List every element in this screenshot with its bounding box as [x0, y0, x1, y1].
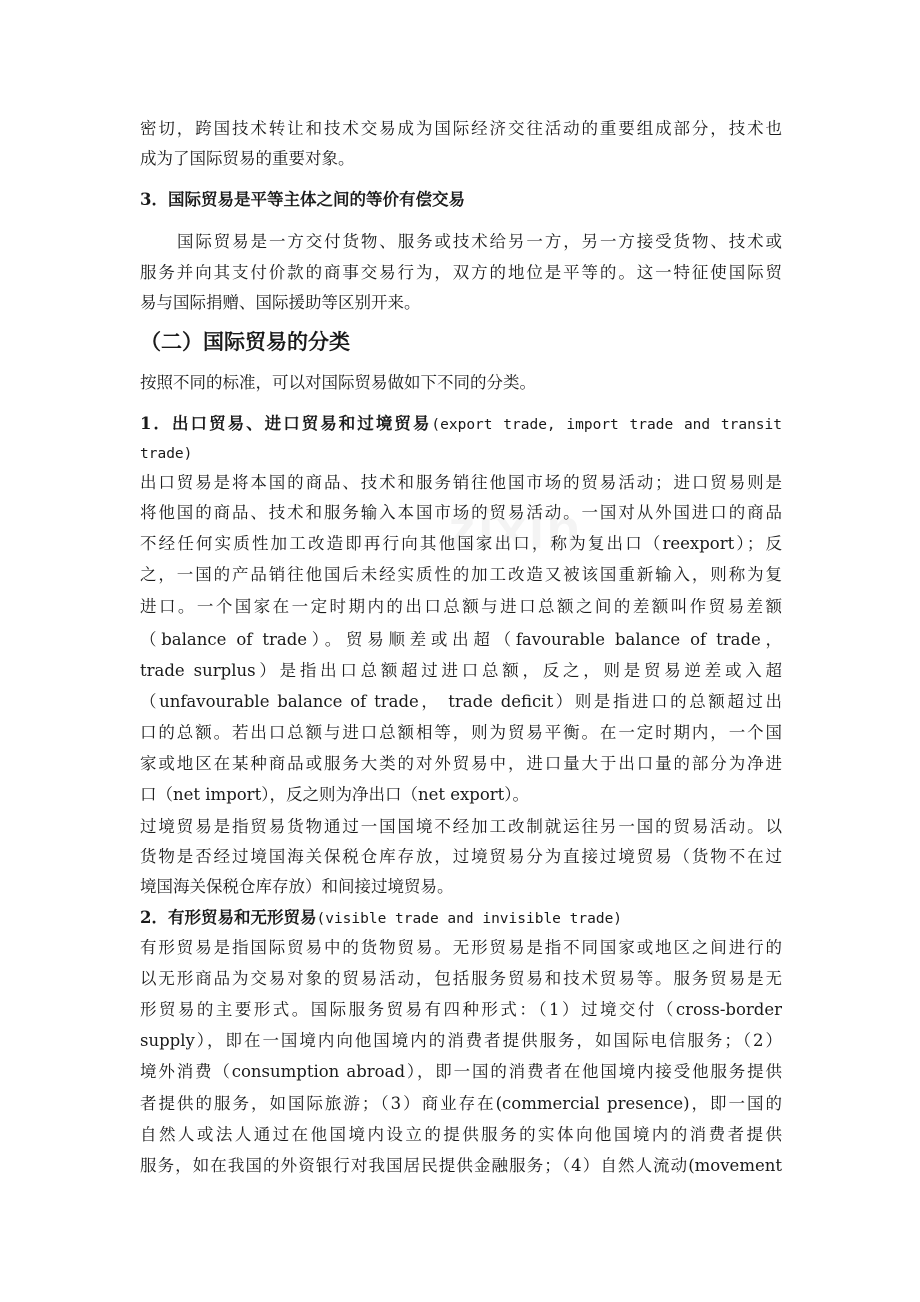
subheading-1-english-cont: trade): [140, 446, 193, 462]
subheading-2: [140, 907, 782, 930]
section-heading: （二）国际贸易的分类: [140, 329, 350, 354]
paragraph-line: 过境贸易是指贸易货物通过一国国境不经加工改制就运往另一国的贸易活动。以: [140, 817, 782, 836]
paragraph-line: 形贸易的主要形式。国际服务贸易有四种形式：（1）过境交付（cross-border: [140, 1000, 782, 1019]
paragraph-line: 不经任何实质性加工改造即再行向其他国家出口，称为复出口（reexport）；反: [140, 534, 782, 553]
subheading-2-english: (visible trade and invisible trade): [316, 911, 623, 927]
paragraph-line: 以无形商品为交易对象的贸易活动，包括服务贸易和技术贸易等。服务贸易是无: [140, 969, 782, 988]
paragraph-line: 进口。一个国家在一定时期内的出口总额与进口总额之间的差额叫作贸易差额: [140, 597, 782, 616]
paragraph-line: 服务并向其支付价款的商事交易行为，双方的地位是平等的。这一特征使国际贸: [140, 263, 782, 282]
paragraph-line: 按照不同的标准，可以对国际贸易做如下不同的分类。: [140, 373, 536, 392]
paragraph-line: 出口贸易是将本国的商品、技术和服务销往他国市场的贸易活动；进口贸易则是: [140, 473, 782, 492]
paragraph-line: 口（net import），反之则为净出口（net export）。: [140, 785, 530, 804]
paragraph-line: 国际贸易是一方交付货物、服务或技术给另一方，另一方接受货物、技术或: [177, 232, 782, 251]
paragraph-line: 家或地区在某种商品或服务大类的对外贸易中，进口量大于出口量的部分为净进: [140, 754, 782, 773]
paragraph-line: 自然人或法人通过在他国境内设立的提供服务的实体向他国境内的消费者提供: [140, 1125, 782, 1144]
paragraph-line: 易与国际捐赠、国际援助等区别开来。: [140, 293, 421, 312]
paragraph-line: 密切，跨国技术转让和技术交易成为国际经济交往活动的重要组成部分，技术也: [140, 119, 782, 138]
paragraph-line: 境外消费（consumption abroad），即一国的消费者在他国境内接受他服务提供: [140, 1062, 782, 1081]
paragraph-line: supply），即在一国境内向他国境内的消费者提供服务，如国际电信服务；（2）: [140, 1031, 782, 1050]
subheading-3: 3．国际贸易是平等主体之间的等价有偿交易: [140, 190, 465, 209]
subheading-1: [140, 413, 782, 436]
paragraph-line: 之，一国的产品销往他国后未经实质性的加工改造又被该国重新输入，则称为复: [140, 565, 782, 584]
subheading-1-title: 1．出口贸易、进口贸易和过境贸易: [140, 414, 432, 433]
paragraph-line: 境国海关保税仓库存放）和间接过境贸易。: [140, 877, 454, 896]
paragraph-line: （balance of trade）。贸易顺差或出超（favourable balance of trade，: [140, 630, 782, 649]
subheading-1-english: (export trade, import trade and transit: [431, 417, 782, 433]
paragraph-line: 者提供的服务，如国际旅游；（3）商业存在(commercial presence)，即一国的: [140, 1094, 782, 1113]
paragraph-line: 有形贸易是指国际贸易中的货物贸易。无形贸易是指不同国家或地区之间进行的: [140, 938, 782, 957]
subheading-2-title: 2．有形贸易和无形贸易: [140, 908, 317, 927]
paragraph-line: （unfavourable balance of trade， trade deficit）则是指进口的总额超过出: [140, 692, 782, 711]
paragraph-line: 服务，如在我国的外资银行对我国居民提供金融服务；（4）自然人流动(movement: [140, 1156, 782, 1175]
paragraph-line: 货物是否经过境国海关保税仓库存放，过境贸易分为直接过境贸易（货物不在过: [140, 847, 782, 866]
paragraph-line: 口的总额。若出口总额与进口总额相等，则为贸易平衡。在一定时期内，一个国: [140, 723, 782, 742]
paragraph-line: 成为了国际贸易的重要对象。: [140, 149, 355, 168]
paragraph-line: trade surplus）是指出口总额超过进口总额，反之，则是贸易逆差或入超: [140, 661, 782, 680]
paragraph-line: 将他国的商品、技术和服务输入本国市场的贸易活动。一国对从外国进口的商品: [140, 503, 782, 522]
